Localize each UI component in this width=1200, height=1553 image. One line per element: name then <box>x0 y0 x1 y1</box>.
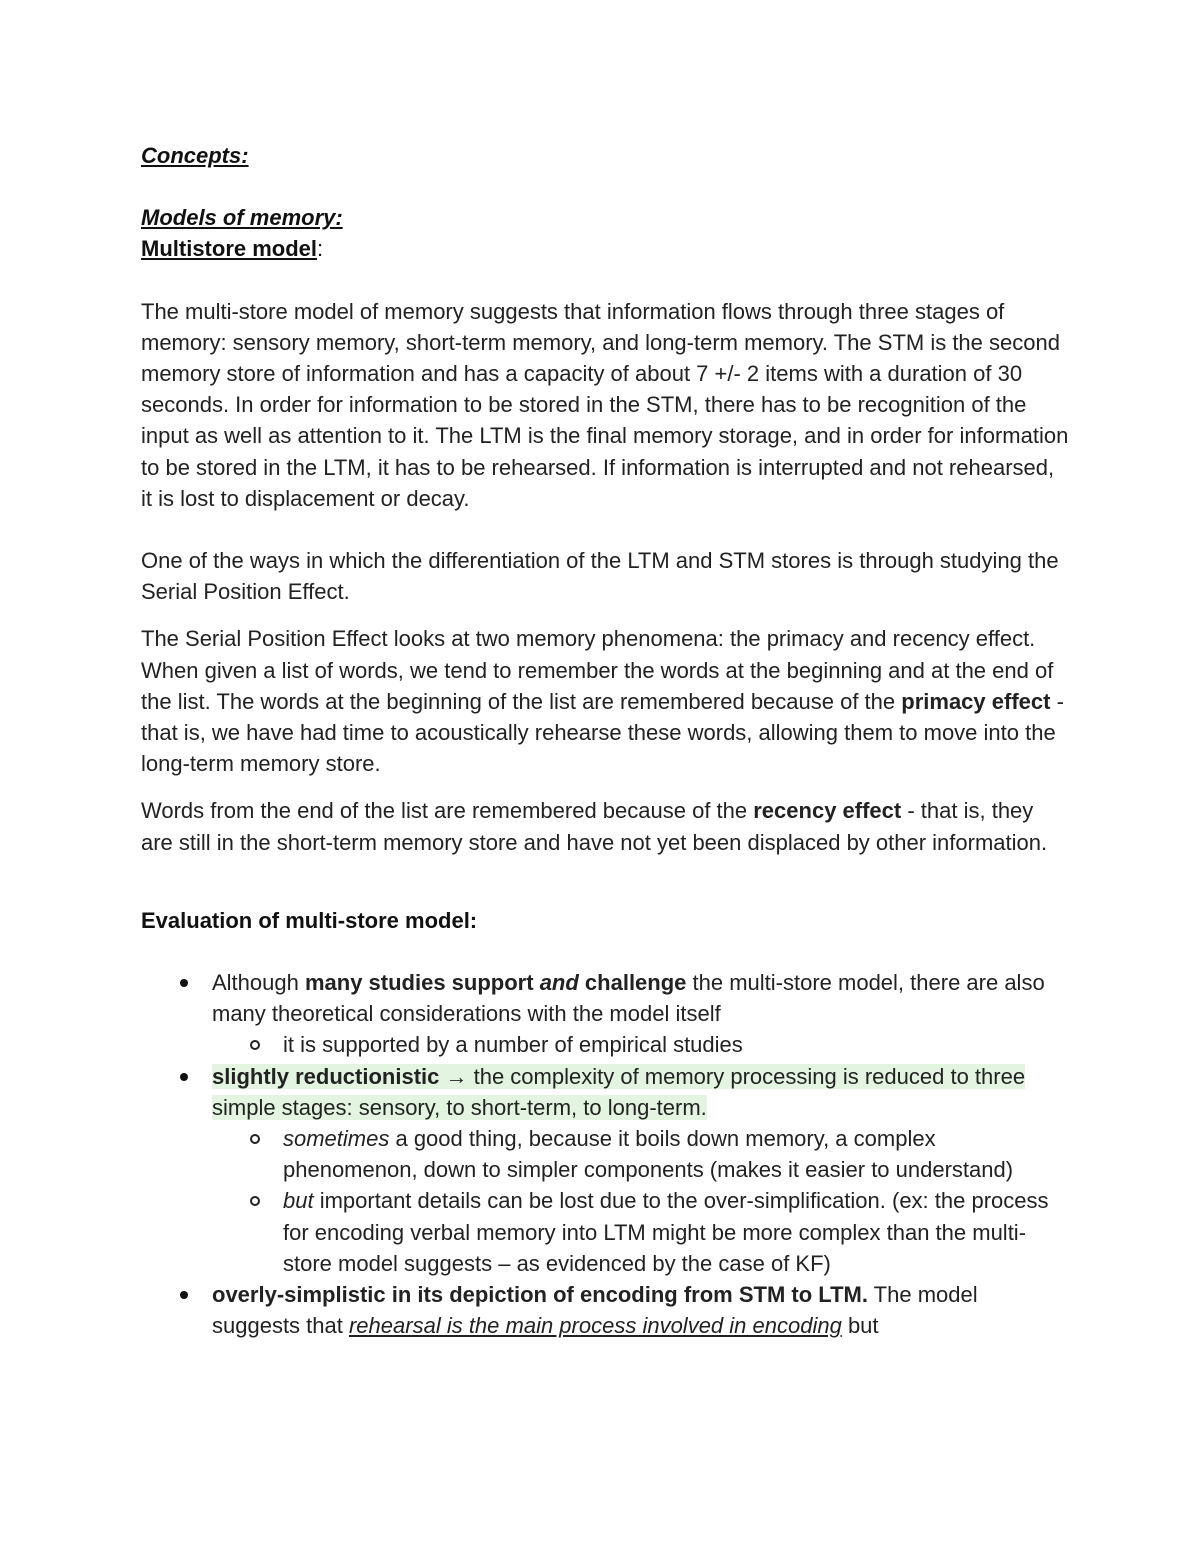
sub-list-item <box>212 1029 1071 1060</box>
p3-text-after: - that is, we have had time to acoustically rehearse these words, allowing them to move into the long-term memory store. <box>141 688 1064 777</box>
p4-text-after: - that is, they are still in the short-term memory store and have not yet been displaced by other information. <box>141 798 1048 855</box>
paragraph-recency <box>141 795 1071 857</box>
b2-sub1-italic: sometimes <box>283 1126 390 1152</box>
sub-bullet-icon <box>250 1040 260 1050</box>
paragraph-serial-position <box>141 623 1071 779</box>
list-item <box>141 967 1071 1061</box>
spacer <box>141 889 1071 905</box>
concepts-heading <box>141 140 1071 171</box>
p3-text-before: The Serial Position Effect looks at two memory phenomena: the primacy and recency effect. When given a list of words, we tend to remember the words at the beginning and at the end of the list. The words at the beginning of the list are remembered because of the <box>141 626 1054 714</box>
spacer <box>141 858 1071 889</box>
recency-effect-term: recency effect <box>753 798 902 824</box>
evaluation-heading-text: Evaluation of multi-store model: <box>141 907 478 933</box>
b3-post: but <box>841 1313 879 1339</box>
concepts-heading-text: Concepts: <box>141 143 249 168</box>
spacer <box>141 514 1071 545</box>
paragraph-multistore: The multi-store model of memory suggests that information flows through three stages of memory: sensory memory, short-term memory, and long-term memory. The STM is the second memory store of information and has a capacity of about 7 +/- 2 items with a duration of 30 seconds. In order for information to be stored in the STM, there has to be recognition of the input as well as attention to it. The LTM is the final memory storage, and in order for information to be stored in the LTM, it has to be rehearsed. If information is interrupted and not rehearsed, it is lost to displacement or decay. <box>141 298 1069 511</box>
b2-sub2-italic: but <box>283 1188 314 1214</box>
b1-sub1: it is supported by a number of empirical studies <box>283 1032 743 1058</box>
sub-list <box>212 1029 1071 1060</box>
document-page <box>141 140 1071 1342</box>
models-heading-text: Models of memory: <box>141 205 343 231</box>
bullet-icon <box>180 979 188 987</box>
spacer <box>141 265 1071 296</box>
spacer <box>141 936 1071 967</box>
sub-bullet-icon <box>250 1196 260 1206</box>
multistore-heading-text: Multistore model <box>141 236 318 262</box>
sub-list-item <box>212 1123 1071 1185</box>
spacer <box>141 171 1071 202</box>
sub-list <box>212 1123 1071 1279</box>
b2-highlight: → the complexity of memory processing is reduced to three simple stages: sensory, to short-term, to long-term. <box>212 1063 1026 1120</box>
b2-bold: slightly reductionistic <box>212 1063 440 1089</box>
list-item <box>141 1061 1071 1279</box>
primacy-effect-term: primacy effect <box>901 688 1051 714</box>
b2-sub2-rest: important details can be lost due to the over-simplification. (ex: the process for encoding verbal memory into LTM might be more complex than the multi-store model suggests – as evidenced by the case of KF) <box>283 1188 1049 1276</box>
evaluation-heading <box>141 905 1071 936</box>
bullet-icon <box>180 1291 188 1299</box>
multistore-colon: : <box>317 236 324 262</box>
sub-list-item <box>212 1185 1071 1279</box>
b3-pre: The model suggests that <box>212 1282 978 1339</box>
b2-sub1-rest: a good thing, because it boils down memory, a complex phenomenon, down to simpler components (makes it easier to understand) <box>283 1126 1014 1183</box>
b1-post: the multi-store model, there are also many theoretical considerations with the model itself <box>212 970 1045 1027</box>
spacer <box>141 779 1071 795</box>
multistore-heading <box>141 233 1071 264</box>
b1-pre: Although <box>212 970 305 996</box>
evaluation-list <box>141 967 1071 1341</box>
models-heading <box>141 202 1071 233</box>
p4-text-before: Words from the end of the list are remembered because of the <box>141 798 754 824</box>
b3-bold: overly-simplistic in its depiction of encoding from STM to LTM. <box>212 1282 868 1308</box>
sub-bullet-icon <box>250 1134 260 1144</box>
paragraph-differentiation: One of the ways in which the differentiation of the LTM and STM stores is through studying the Serial Position Effect. <box>141 548 1059 605</box>
list-item <box>141 1279 1071 1341</box>
b1-bold-italic: and <box>539 970 579 996</box>
b3-underline-italic: rehearsal is the main process involved in encoding <box>348 1313 842 1339</box>
bullet-icon <box>180 1073 188 1081</box>
b1-bold1: many studies support <box>304 970 540 996</box>
b1-bold2: challenge <box>578 970 687 996</box>
spacer <box>141 607 1071 623</box>
